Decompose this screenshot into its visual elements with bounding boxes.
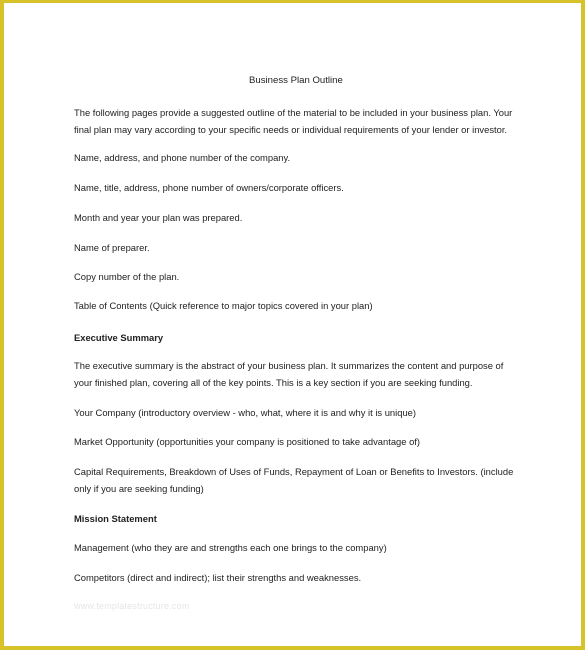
item-table-of-contents: Table of Contents (Quick reference to major topics covered in your plan) xyxy=(74,300,373,311)
section-heading-mission-statement: Mission Statement xyxy=(74,513,157,524)
executive-summary-capital: Capital Requirements, Breakdown of Uses of Funds, Repayment of Loan or Benefits to Investors. (include only if you are seeking funding) xyxy=(74,466,514,494)
document-title: Business Plan Outline xyxy=(249,75,343,86)
intro-paragraph: The following pages provide a suggested outline of the material to be included in your business plan. Your final plan may vary according to your specific needs or individual requirements of your lender or investor. xyxy=(74,107,513,135)
item-preparer: Name of preparer. xyxy=(74,242,150,253)
executive-summary-paragraph: The executive summary is the abstract of your business plan. It summarizes the content and purpose of your finished plan, covering all of the key points. This is a key section if you are seeking funding. xyxy=(74,360,504,388)
section-heading-executive-summary: Executive Summary xyxy=(74,332,164,343)
mission-competitors: Competitors (direct and indirect); list their strengths and weaknesses. xyxy=(74,572,362,583)
item-plan-date: Month and year your plan was prepared. xyxy=(74,212,243,223)
watermark: www.templatestructure.com xyxy=(74,601,190,611)
item-copy-number: Copy number of the plan. xyxy=(74,271,180,282)
item-owners: Name, title, address, phone number of owners/corporate officers. xyxy=(74,182,344,193)
item-company-contact: Name, address, and phone number of the company. xyxy=(74,152,291,163)
executive-summary-market: Market Opportunity (opportunities your company is positioned to take advantage of) xyxy=(74,436,421,447)
mission-management: Management (who they are and strengths each one brings to the company) xyxy=(74,542,387,553)
executive-summary-company: Your Company (introductory overview - who, what, where it is and why it is unique) xyxy=(74,407,416,418)
